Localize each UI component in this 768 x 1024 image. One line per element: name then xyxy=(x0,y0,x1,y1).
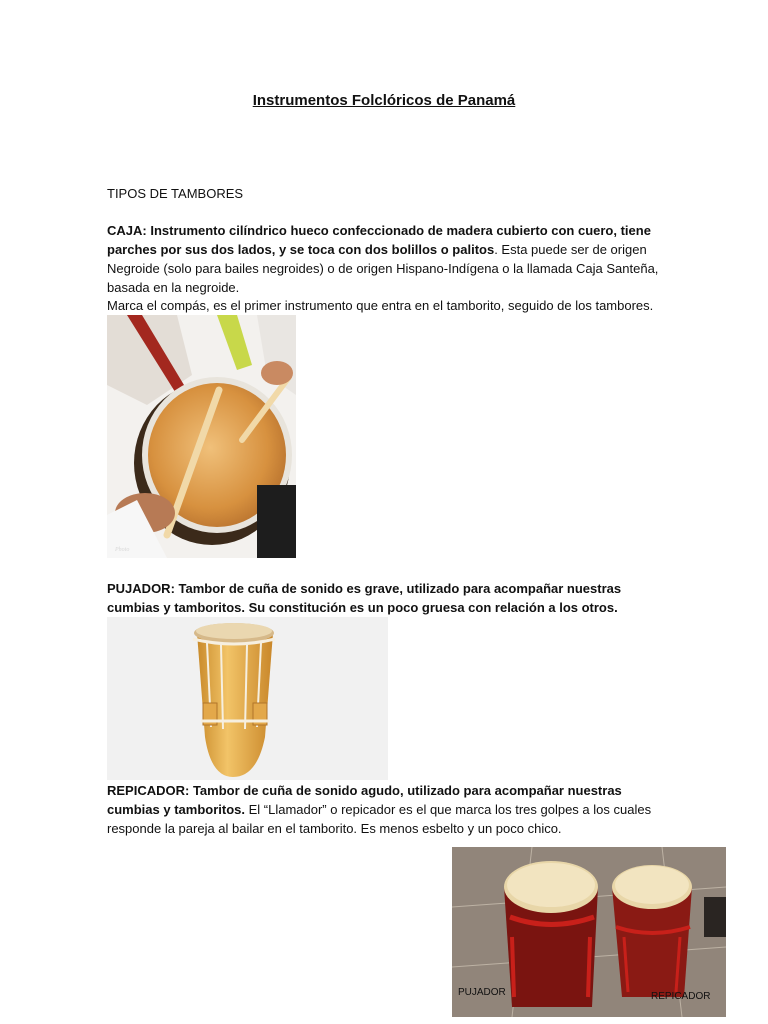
pujador-photo-label: PUJADOR xyxy=(458,987,506,998)
caja-drum-photo xyxy=(107,315,296,558)
repicador-paragraph xyxy=(107,781,667,838)
section-label: TIPOS DE TAMBORES xyxy=(107,186,244,201)
pujador-drum-photo xyxy=(107,617,388,780)
caja-marca-text: Marca el compás, es el primer instrumento que entra en el tamborito, seguido de los tambores. xyxy=(107,298,654,313)
repicador-photo-label: REPICADOR xyxy=(651,991,711,1002)
caja-bold-text: CAJA: Instrumento cilíndrico hueco confeccionado de madera cubierto con cuero, tiene parches por sus dos lados, y se toca con dos bolillos o palitos xyxy=(107,223,651,257)
repicador-rest-text: El “Llamador” o repicador es el que marca los tres golpes a los cuales responde la pareja al bailar en el tamborito. Es menos esbelto y un poco chico. xyxy=(107,802,652,836)
pujador-paragraph xyxy=(107,579,667,617)
svg-text:Photo: Photo xyxy=(115,547,130,553)
caja-rest-text: . Esta puede ser de origen Negroide (solo para bailes negroides) o de origen Hispano-Indígena o la llamada Caja Santeña, basada en la negroide. xyxy=(107,242,659,295)
page-title: Instrumentos Folclóricos de Panamá xyxy=(252,92,516,109)
caja-paragraph xyxy=(107,221,667,297)
pujador-bold-text: PUJADOR: Tambor de cuña de sonido es grave, utilizado para acompañar nuestras cumbias y tamboritos. Su constitución es un poco gruesa con relación a los otros. xyxy=(107,581,622,615)
pujador-repicador-photo xyxy=(452,847,726,1017)
repicador-bold-text: REPICADOR: Tambor de cuña de sonido agudo, utilizado para acompañar nuestras cumbias y tamboritos. xyxy=(107,783,622,817)
